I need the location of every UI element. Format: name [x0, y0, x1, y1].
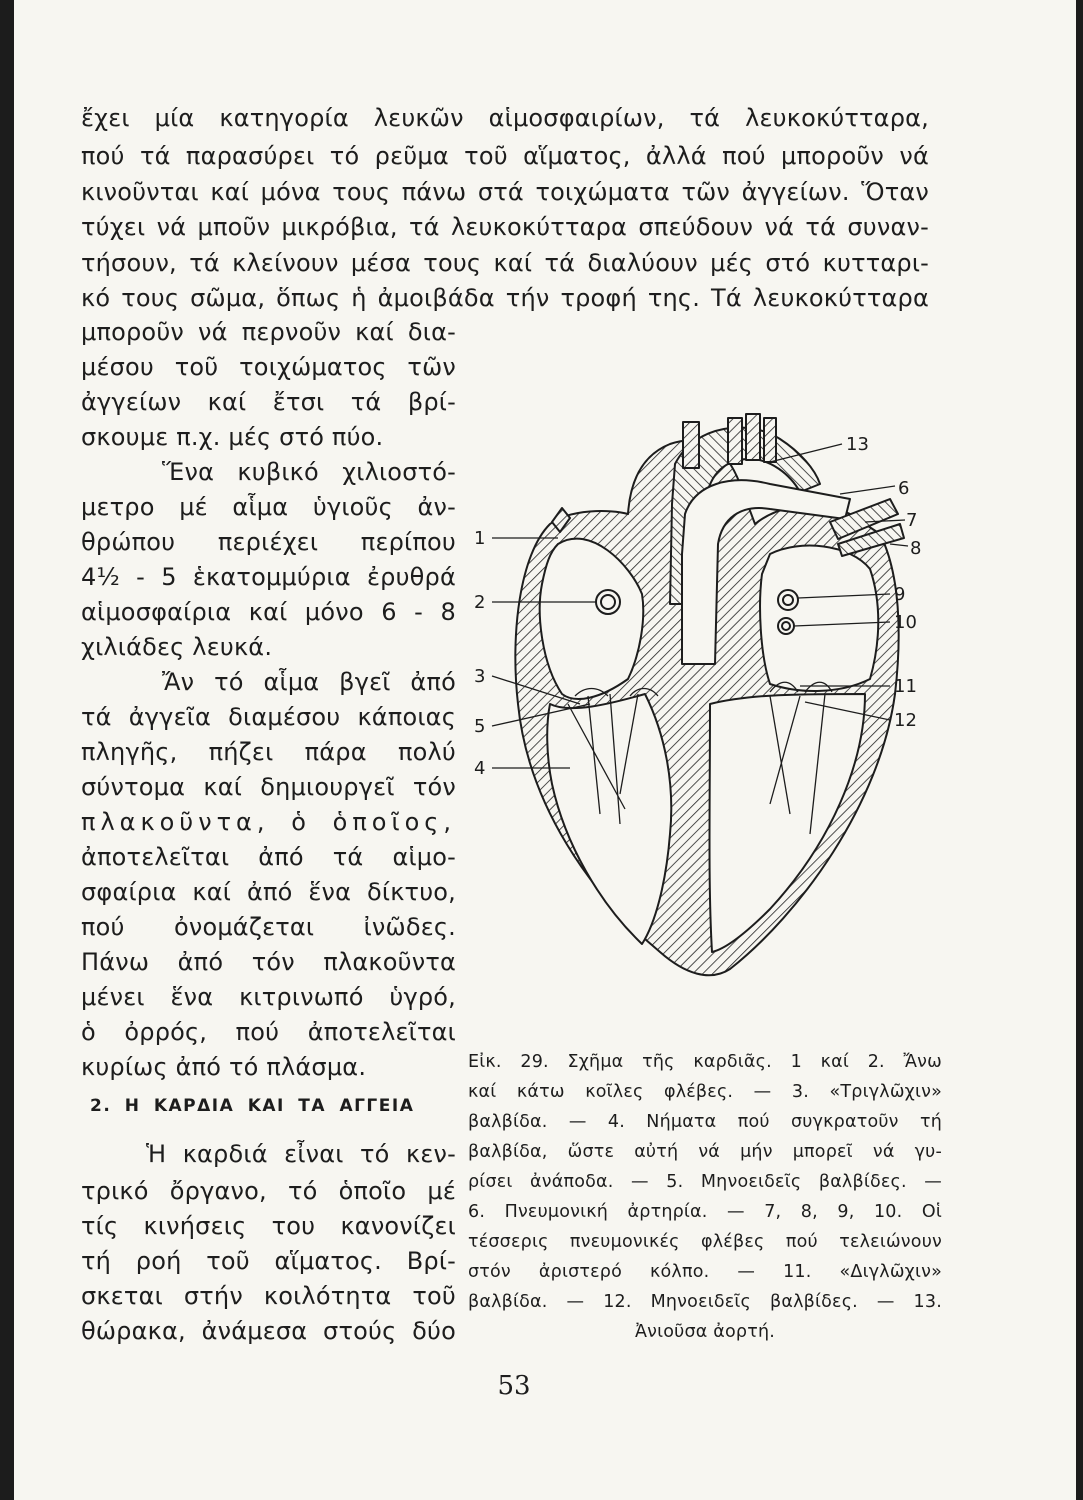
text-line: ὁ ὀρρός, πού ἀποτελεῖται: [81, 1018, 456, 1046]
page-number: 53: [497, 1371, 531, 1401]
text-line: σκουμε π.χ. μές στό πύο.: [81, 423, 384, 451]
text-line: τίς κινήσεις του κανονίζει: [81, 1212, 456, 1240]
book-page: [14, 0, 1076, 1500]
text-line: πού τά παρασύρει τό ρεῦμα τοῦ αἵματος, ἀλλά πού μποροῦν νά: [81, 142, 929, 170]
text-line: μποροῦν νά περνοῦν καί δια-: [81, 318, 456, 346]
left-atrium: [760, 546, 878, 691]
caption-line: βαλβίδα. — 12. Μηνοειδεῖς βαλβίδες. — 13.: [468, 1292, 942, 1312]
text-line: χιλιάδες λευκά.: [81, 633, 273, 661]
text-line: μέσου τοῦ τοιχώματος τῶν: [81, 353, 456, 381]
text-line: ἀποτελεῖται ἀπό τά αἱμο-: [81, 843, 456, 871]
text-line: τά ἀγγεῖα διαμέσου κάποιας: [81, 703, 456, 731]
right-ventricle: [547, 694, 671, 944]
label-12: 12: [894, 710, 917, 731]
text-line: σύντομα καί δημιουργεῖ τόν: [81, 773, 456, 801]
text-line: Ἄν τό αἷμα βγεῖ ἀπό: [162, 668, 456, 696]
text-line: τήσουν, τά κλείνουν μέσα τους καί τά διαλύουν μές στό κυτταρι-: [81, 249, 929, 277]
text-line: αἱμοσφαίρια καί μόνο 6 - 8: [81, 598, 456, 626]
label-5: 5: [474, 716, 486, 737]
text-line: σφαίρια καί ἀπό ἕνα δίκτυο,: [81, 878, 456, 906]
text-line: Πάνω ἀπό τόν πλακοῦντα: [81, 948, 456, 976]
label-11: 11: [894, 676, 917, 697]
caption-line: 6. Πνευμονική ἀρτηρία. — 7, 8, 9, 10. Οἱ: [468, 1202, 942, 1222]
text-line: πληγῆς, πήζει πάρα πολύ: [81, 738, 456, 766]
text-line: 4½ - 5 ἑκατομμύρια ἐρυθρά: [81, 563, 456, 591]
text-line: θώρακα, ἀνάμεσα στούς δύο: [81, 1317, 456, 1345]
text-line: Ἕνα κυβικό χιλιοστό-: [162, 458, 456, 486]
label-3: 3: [474, 666, 486, 687]
text-line: μετρο μέ αἷμα ὑγιοῦς ἀν-: [81, 493, 456, 521]
text-line: θρώπου περιέχει περίπου: [81, 528, 456, 556]
caption-line: ρίσει ἀνάποδα. — 5. Μηνοειδεῖς βαλβίδες. —: [468, 1172, 942, 1192]
label-6: 6: [898, 478, 910, 499]
label-2: 2: [474, 592, 486, 613]
label-4: 4: [474, 758, 486, 779]
text-line: κυρίως ἀπό τό πλάσμα.: [81, 1053, 367, 1081]
text-line: ἀγγείων καί ἔτσι τά βρί-: [81, 388, 456, 416]
section-heading: 2. Η ΚΑΡΔΙΑ ΚΑΙ ΤΑ ΑΓΓΕΙΑ: [90, 1096, 415, 1116]
text-line: τή ροή τοῦ αἵματος. Βρί-: [81, 1247, 456, 1275]
label-8: 8: [910, 538, 922, 559]
caption-line: στόν ἀριστερό κόλπο. — 11. «Διγλῶχιν»: [468, 1262, 942, 1282]
label-9: 9: [894, 584, 906, 605]
text-line: μένει ἕνα κιτρινωπό ὑγρό,: [81, 983, 456, 1011]
caption-line: Ἀνιοῦσα ἀορτή.: [634, 1322, 776, 1342]
caption-line: τέσσερις πνευμονικές φλέβες πού τελειώνουν: [468, 1232, 942, 1252]
caption-line: Εἰκ. 29. Σχῆμα τῆς καρδιᾶς. 1 καί 2. Ἄνω: [468, 1052, 942, 1072]
text-line: τρικό ὄργανο, τό ὁποῖο μέ: [81, 1177, 456, 1205]
heart-diagram: [470, 404, 940, 1024]
text-line: κό τους σῶμα, ὅπως ἡ ἀμοιβάδα τήν τροφή της. Τά λευκοκύτταρα: [81, 284, 929, 312]
text-line: κινοῦνται καί μόνα τους πάνω στά τοιχώματα τῶν ἀγγείων. Ὅταν: [81, 178, 929, 206]
text-line: πού ὀνομάζεται ἰνῶδες.: [81, 913, 456, 941]
caption-line: βαλβίδα, ὥστε αὐτή νά μήν μπορεῖ νά γυ-: [468, 1142, 942, 1162]
label-1: 1: [474, 528, 486, 549]
caption-line: βαλβίδα. — 4. Νήματα πού συγκρατοῦν τή: [468, 1112, 942, 1132]
text-line: ἔχει μία κατηγορία λευκῶν αἱμοσφαιρίων, τά λευκοκύτταρα,: [81, 104, 929, 132]
text-line: πλακοῦντα, ὁ ὁποῖος,: [81, 808, 456, 836]
text-line: Ἡ καρδιά εἶναι τό κεν-: [146, 1140, 456, 1168]
text-line: τύχει νά μποῦν μικρόβια, τά λευκοκύτταρα σπεύδουν νά τά συναν-: [81, 213, 929, 241]
caption-line: καί κάτω κοῖλες φλέβες. — 3. «Τριγλῶχιν»: [468, 1082, 942, 1102]
label-13: 13: [846, 434, 869, 455]
text-line: σκεται στήν κοιλότητα τοῦ: [81, 1282, 456, 1310]
label-7: 7: [906, 510, 918, 531]
label-10: 10: [894, 612, 917, 633]
